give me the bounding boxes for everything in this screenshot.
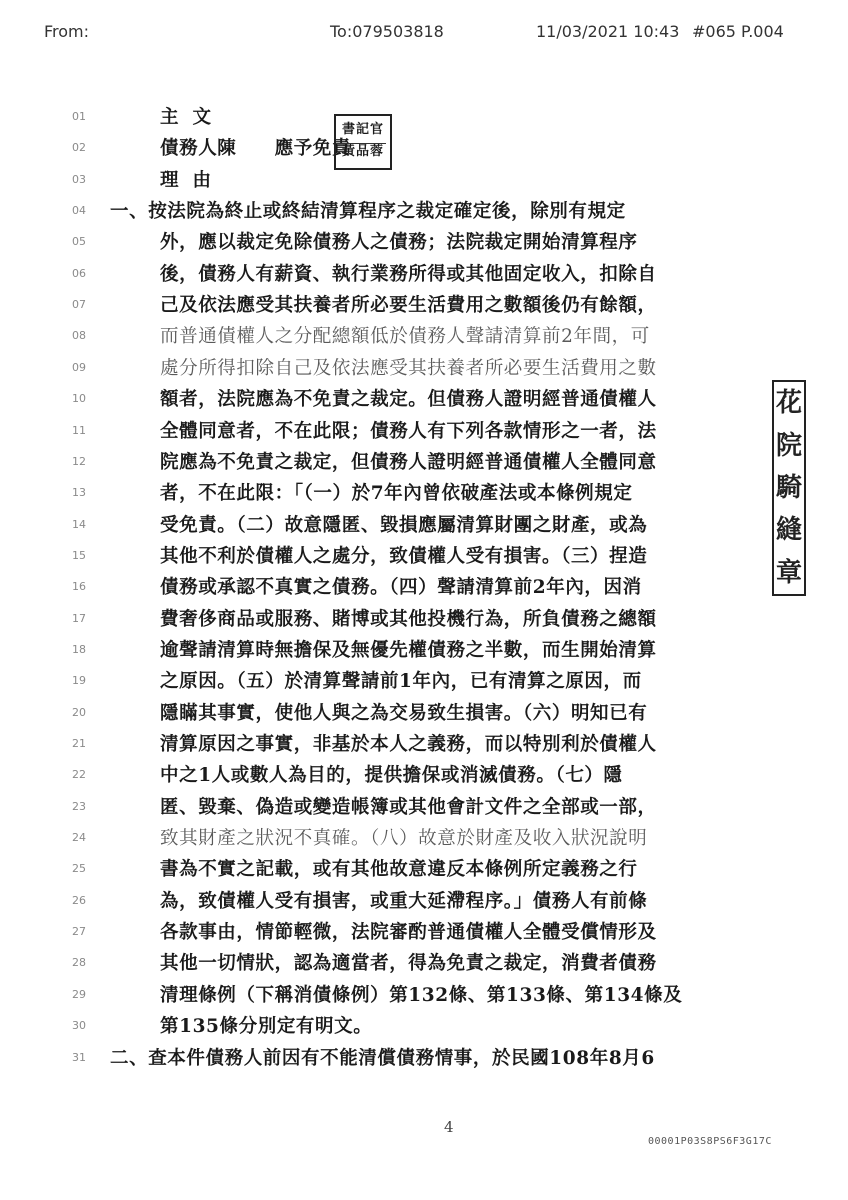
line-text: 清算原因之事實，非基於本人之義務，而以特別利於債權人 (160, 734, 657, 755)
document-line (0, 919, 848, 950)
line-number: 03 (72, 172, 86, 186)
line-text: 受免責。（二）故意隱匿、毀損應屬清算財團之財產，或為 (160, 514, 648, 536)
document-line (0, 167, 848, 198)
line-text: 逾聲請清算時無擔保及無優先權債務之半數，而生開始清算 (160, 639, 657, 661)
seal-char: 縫 (775, 515, 802, 546)
line-number: 28 (72, 956, 86, 970)
line-number: 14 (72, 517, 86, 531)
stamp-line-1: 書記官 (341, 122, 384, 137)
clerk-stamp (334, 114, 392, 170)
document-line (0, 574, 848, 605)
seam-seal (772, 380, 806, 596)
line-text: 第135條分別定有明文。 (160, 1016, 373, 1038)
line-number: 05 (72, 235, 86, 249)
document-line (0, 480, 848, 511)
line-text: 各款事由，情節輕微，法院審酌普通債權人全體受償情形及 (160, 922, 657, 944)
line-number: 17 (72, 611, 86, 625)
line-number: 27 (72, 925, 86, 939)
line-text: 之原因。（五）於清算聲請前1年內，已有清算之原因，而 (160, 671, 642, 693)
document-line (0, 261, 848, 292)
document-code: 00001P03S8PS6F3G17C (648, 1136, 772, 1147)
line-number: 20 (72, 705, 86, 719)
fax-from: From: (44, 22, 90, 41)
line-number: 06 (72, 266, 86, 280)
line-number: 23 (72, 799, 86, 813)
document-line (0, 888, 848, 919)
seal-char: 院 (775, 430, 802, 461)
document-line (0, 762, 848, 793)
seal-char: 花 (775, 388, 802, 419)
line-text: 二、查本件債務人前因有不能清償債務情事，於民國108年8月6 (110, 1047, 655, 1069)
line-text: 中之1人或數人為目的，提供擔保或消滅債務。（七）隱 (160, 765, 623, 787)
document-line (0, 418, 848, 449)
line-text: 者，不在此限：「（一）於7年內曾依破產法或本條例規定 (160, 483, 633, 505)
line-text: 匿、毀棄、偽造或變造帳簿或其他會計文件之全部或一部， (160, 796, 657, 818)
document-line (0, 292, 848, 323)
line-number: 13 (72, 486, 86, 500)
line-text: 書為不實之記載，或有其他故意違反本條例所定義務之行 (160, 859, 638, 881)
document-line (0, 386, 848, 417)
line-text: 外，應以裁定免除債務人之債務；法院裁定開始清算程序 (160, 232, 638, 254)
stamp-line-2: 黃品蓉 (341, 144, 384, 159)
line-number: 25 (72, 862, 86, 876)
document-line (0, 1045, 848, 1076)
document-line (0, 229, 848, 260)
line-number: 29 (72, 987, 86, 1001)
document-line (0, 950, 848, 981)
document-line (0, 135, 848, 166)
line-text: 一、按法院為終止或終結清算程序之裁定確定後，除別有規定 (110, 201, 626, 223)
document-line (0, 794, 848, 825)
page-number: 4 (444, 1118, 454, 1136)
document-line (0, 731, 848, 762)
line-number: 02 (72, 141, 86, 155)
line-number: 07 (72, 298, 86, 312)
line-text: 費奢侈商品或服務、賭博或其他投機行為，所負債務之總額 (160, 608, 657, 630)
line-number: 12 (72, 454, 86, 468)
document-line (0, 825, 848, 856)
line-number: 09 (72, 360, 86, 374)
line-text: 為，致債權人受有損害，或重大延滯程序。」債務人有前條 (160, 890, 648, 912)
document-line (0, 637, 848, 668)
line-number: 24 (72, 831, 86, 845)
document-line (0, 1013, 848, 1044)
line-number: 01 (72, 110, 86, 123)
line-text: 致其財產之狀況不真確。（八）故意於財產及收入狀況說明 (160, 828, 648, 850)
line-text: 理由 (160, 169, 226, 191)
line-number: 15 (72, 548, 86, 562)
line-number: 26 (72, 893, 86, 907)
line-text: 後，債務人有薪資、執行業務所得或其他固定收入，扣除自 (160, 263, 657, 285)
fax-datetime: 11/03/2021 10:43 (536, 22, 680, 41)
line-number: 30 (72, 1019, 86, 1033)
line-number: 11 (72, 423, 86, 437)
line-text: 額者，法院應為不免責之裁定。但債務人證明經普通債權人 (160, 389, 657, 411)
seal-char: 章 (775, 557, 802, 588)
line-number: 19 (72, 674, 86, 688)
line-text: 院應為不免責之裁定，但債務人證明經普通債權人全體同意 (160, 451, 657, 473)
document-line (0, 198, 848, 229)
document-line (0, 355, 848, 386)
fax-header (0, 18, 848, 46)
line-text: 其他不利於債權人之處分，致債權人受有損害。（三）捏造 (160, 545, 648, 567)
line-number: 08 (72, 329, 86, 343)
line-text: 隱瞞其事實，使他人與之為交易致生損害。（六）明知已有 (160, 702, 648, 724)
line-number: 10 (72, 392, 86, 406)
line-text: 處分所得扣除自己及依法應受其扶養者所必要生活費用之數 (160, 357, 657, 379)
line-number: 22 (72, 768, 86, 782)
line-text: 其他一切情狀，認為適當者，得為免責之裁定，消費者債務 (160, 953, 657, 975)
document-line (0, 512, 848, 546)
line-text: 債務人陳 應予免責 (160, 138, 352, 160)
seal-char: 騎 (775, 472, 802, 503)
line-text: 而普通債權人之分配總額低於債務人聲請清算前2年間，可 (160, 326, 650, 348)
document-line (0, 104, 848, 135)
line-number: 16 (72, 580, 86, 594)
line-text: 清理條例（下稱消債條例）第132條、第133條、第134條及 (160, 984, 683, 1006)
document-line (0, 449, 848, 480)
line-text: 主文 (160, 107, 226, 128)
document-line (0, 700, 848, 731)
fax-to-number: To:079503818 (330, 22, 444, 41)
document-line (0, 982, 848, 1013)
document-line (0, 856, 848, 887)
line-number: 04 (72, 204, 86, 218)
line-text: 債務或承認不真實之債務。（四）聲請清算前2年內，因消 (160, 577, 642, 599)
fax-page-id: #065 P.004 (692, 22, 784, 41)
line-text: 己及依法應受其扶養者所必要生活費用之數額後仍有餘額， (160, 295, 657, 317)
line-number: 18 (72, 642, 86, 656)
line-number: 31 (72, 1050, 86, 1064)
line-number: 21 (72, 737, 86, 750)
document-line (0, 323, 848, 354)
document-line (0, 668, 848, 699)
document-line (0, 543, 848, 574)
line-text: 全體同意者，不在此限；債務人有下列各款情形之一者，法 (160, 420, 657, 442)
document-line (0, 606, 848, 637)
